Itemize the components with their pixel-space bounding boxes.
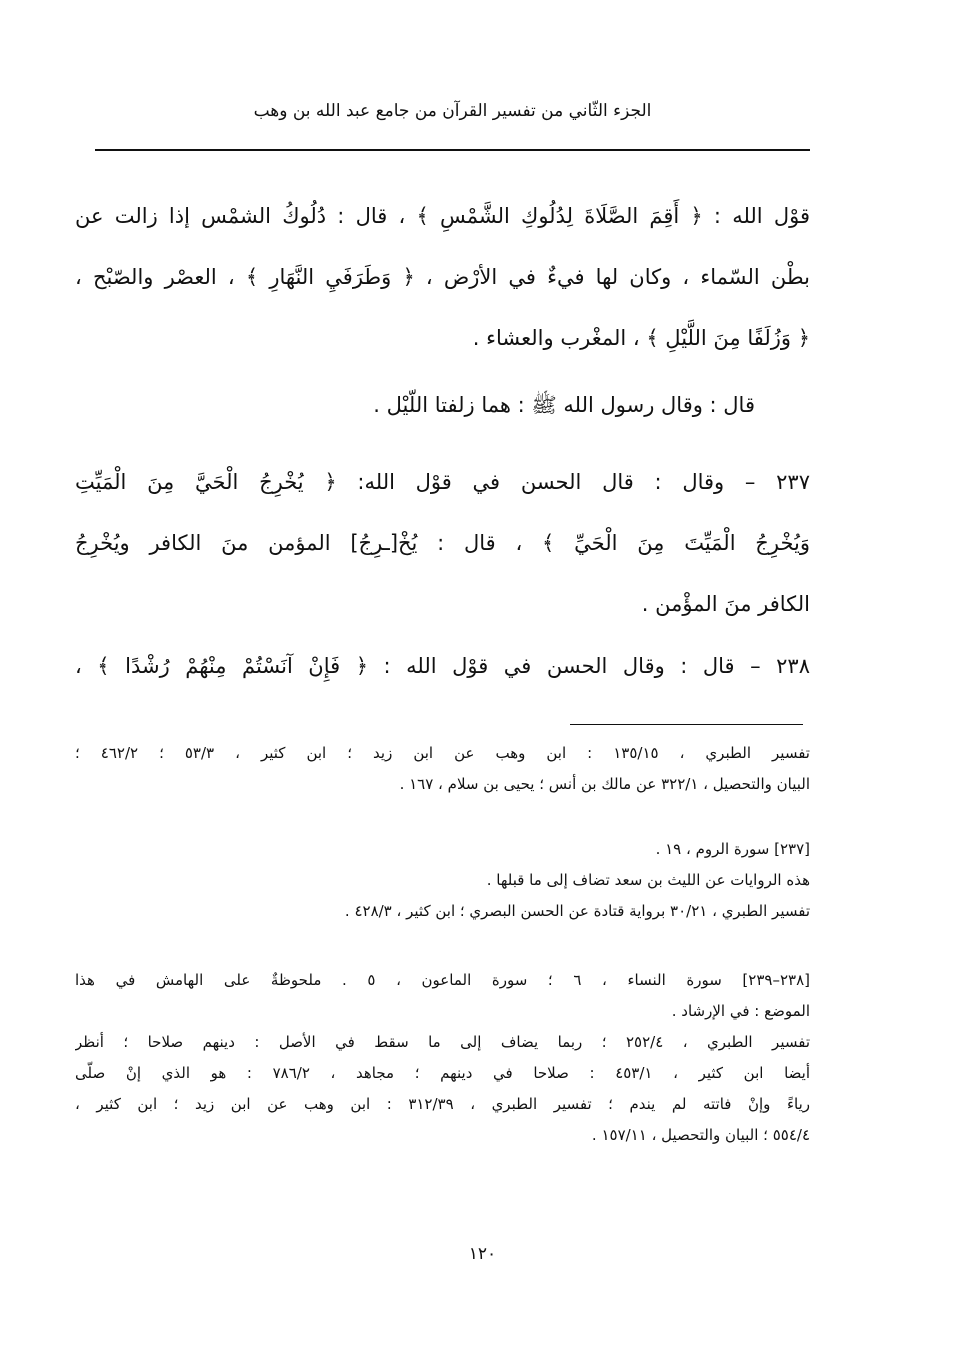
footnote-line: أيضا ابن كثير ، ٤٥٣/١ : صلاحا في دينهم ؛ مجاهد ، ٧٨٦/٢ : هو الذي إنْ صلّى [75, 1064, 810, 1082]
footnote-line: تفسير الطبري ، ٣٠/٢١ برواية قتادة عن الحسن البصري ؛ ابن كثير ، ٤٢٨/٣ . [344, 902, 810, 920]
footnote-line: [٢٣٧] سورة الروم ، ١٩ . [655, 840, 810, 858]
running-header: الجزء الثّاني من تفسير القرآن من جامع عبد الله بن وهب [253, 101, 652, 121]
header-rule [95, 149, 810, 151]
footnote-line: تفسير الطبري ، ١٣٥/١٥ : ابن وهب عن ابن زيد ؛ ابن كثير ، ٥٣/٣ ؛ ٤٦٢/٢ ؛ [75, 744, 810, 762]
text-line: ٢٣٨ – قال : وقال الحسن في قوْل الله : ﴿ فَإِنْ آنَسْتُمْ مِنْهُمْ رُشْدًا ﴾ ، [75, 654, 810, 678]
footnote-line: ٥٥٤/٤ ؛ البيان والتحصيل ، ١٥٧/١١ . [591, 1126, 810, 1144]
text-line: بطْن السّماء ، وكان لها فيءٌ في الأرْض ، ﴿ وَطَرَفَيِ النَّهَارِ ﴾ ، العصْر والصّبْح ، [75, 265, 810, 289]
footnote-rule [570, 724, 803, 725]
text-line: الكافر منَ المؤْمن . [641, 592, 810, 616]
text-line: ﴿ وَزُلَفًا مِنَ اللَّيْلِ ﴾ ، المغْرب والعشاء . [472, 326, 810, 350]
text-line: وَيُخْرِجُ الْمَيِّتَ مِنَ الْحَيِّ ﴾ ، قال : يُخْ[ـرِجُ] المؤمن منَ الكافر ويُخْرِجُ [75, 531, 810, 555]
footnote-group [75, 965, 810, 1151]
footnote-line: الموضع : في الإرشاد . [671, 1002, 810, 1020]
text-line: قوْل الله : ﴿ أَقِمَ الصَّلَاةَ لِدُلُوكِ الشَّمْسِ ﴾ ، قال : دُلُوكُ الشمْس إذا زالت عن [75, 204, 810, 228]
footnote-group [75, 834, 810, 927]
footnote-line: رياءً وإنْ فاتته لم يندم ؛ تفسير الطبري ، ٣١٢/٣٩ : ابن وهب عن ابن زيد ؛ ابن كثير ، [75, 1095, 810, 1113]
text-line: قال : وقال رسول الله ﷺ : هما زلفتا اللّيْل . [373, 393, 755, 417]
footnote-line: [٢٣٨–٢٣٩] سورة النساء ، ٦ ؛ سورة الماعون ، ٥ . ملحوظةٌ على الهامش في هذا [75, 971, 810, 989]
footnote-line: البيان والتحصيل ، ٣٢٢/١ عن مالك بن أنس ؛ يحيى بن سلام ، ١٦٧ . [399, 775, 810, 793]
page-number: ١٢٠ [468, 1244, 497, 1264]
paragraph-hadith [75, 375, 810, 436]
paragraph-237 [75, 452, 810, 635]
footnote-line: تفسير الطبري ، ٢٥٢/٤ ؛ ربما يضاف إلى ما سقط في الأصل : دينهم صلاحا ؛ أنظر [75, 1033, 810, 1051]
text-line: ٢٣٧ – وقال : قال الحسن في قوْل الله: ﴿ يُخْرِجُ الْحَيَّ مِنَ الْمَيِّتِ [75, 470, 810, 494]
paragraph-238 [75, 636, 810, 697]
paragraph-dulook [75, 186, 810, 369]
footnote-line: هذه الروايات عن الليث بن سعد تضاف إلى ما قبلها . [486, 871, 810, 889]
footnote-group [75, 738, 810, 800]
